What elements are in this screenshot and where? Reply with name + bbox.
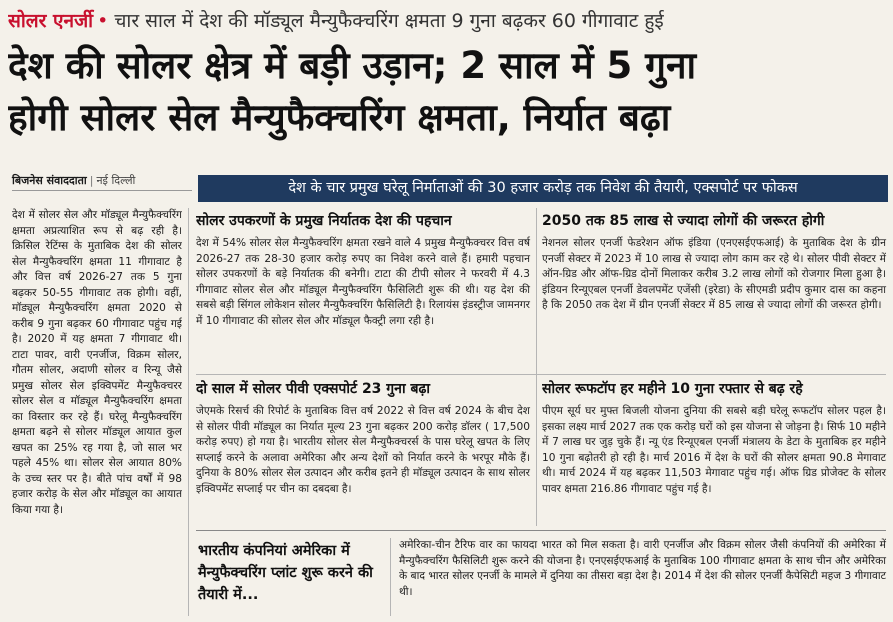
headline-line-2: होगी सोलर सेल मैन्युफैक्चरिंग क्षमता, निर्यात बढ़ा [8,96,671,139]
byline-separator: | [89,174,94,187]
section-tag: सोलर एनर्जी [8,10,94,32]
section-body: देश में 54% सोलर सेल मैन्युफैक्चरिंग क्षमता रखने वाले 4 प्रमुख मैन्युफैक्चरर वित्त वर्ष 2026-27 तक 28-30 हजार करोड़ रुपए का निवेश करने वाले हैं। हमारी पहचान सोलर उपकरणों के बड़े निर्यातक की बनेगी। टाटा की टीपी सोलर ने फरवरी में 4.3 गीगावाट सोलर सेल और मॉड्यूल मैन्युफैक्चरिंग फैसिलिटी शुरू की थी। यह देश की सबसे बड़ी सिंगल लोकेशन सोलर मैन्युफैक्चरिंग फैसिलिटी है। रिलायंस इंडस्ट्रीज जामनगर में 10 गीगावाट की सोलर सेल और मॉड्यूल फैक्ट्री लगा रही है। [196,237,530,327]
byline [12,172,192,191]
page-title [8,40,888,144]
callout-heading: भारतीय कंपनियां अमेरिका में मैन्युफैक्चरिंग प्लांट शुरू करने की तैयारी में... [198,543,373,603]
subheadline-banner: देश के चार प्रमुख घरेलू निर्माताओं की 30 हजार करोड़ तक निवेश की तैयारी, एक्सपोर्ट पर फोकस [198,175,888,202]
column-divider [188,208,189,616]
section-body: पीएम सूर्य घर मुफ्त बिजली योजना दुनिया की सबसे बड़ी घरेलू रूफटॉप सोलर पहल है। इसका लक्ष्य मार्च 2027 तक एक करोड़ घरों को इस योजना से जोड़ना है। सिर्फ 10 महीने में 7 लाख घर जुड़ चुके हैं। न्यू एंड रिन्यूएबल एनर्जी मंत्रालय के डेटा के मुताबिक हर महीने 10 गुना बढ़ोतरी हो रही है। मार्च 2016 में देश के घरों की सोलर क्षमता 90.8 मेगावाट थी। मार्च 2024 में यह बढ़कर 11,503 मेगावाट पहुंच गई। ऑफ ग्रिड प्रोजेक्ट के सोलर पावर क्षमता 216.86 गीगावाट पहुंच गई है। [542,405,886,495]
headline-line-1: देश की सोलर क्षेत्र में बड़ी उड़ान; 2 साल में 5 गुना [8,44,697,87]
callout-body: अमेरिका-चीन टैरिफ वार का फायदा भारत को मिल सकता है। वारी एनर्जीज और विक्रम सोलर जैसी कंपनियों की अमेरिका में मैन्युफैक्चरिंग फैसिलिटी शुरू करने की योजना है। एनएसईएफआई के मुताबिक 100 गीगावाट क्षमता के साथ चीन और अमेरिका के बाद भारत सोलर एनर्जी के मामले में दुनिया का तीसरा बड़ा देश है। 2014 में देश की सोलर एनर्जी कैपेसिटी महज 3 गीगावाट थी। [390,538,886,616]
section-body: जेएमके रिसर्च की रिपोर्ट के मुताबिक वित्त वर्ष 2022 से वित्त वर्ष 2024 के बीच देश से सोलर पीवी मॉड्यूल का निर्यात मूल्य 23 गुना बढ़कर 200 करोड़ डॉलर ( 17,500 करोड़ रुपए) हो गया है। भारतीय सोलर सेल मैन्युफैक्चरर्स के पास घरेलू खपत के लिए सप्लाई करने के अलावा अमेरिका और अन्य देशों को निर्यात करने के भरपूर मौके हैं। दुनिया के 80% सोलर सेल उत्पादन और करीब इतने ही मॉड्यूल उत्पादन के साथ सोलर इक्विपमेंट सप्लाई पर चीन का दबदबा है। [196,405,530,495]
section-heading: सोलर उपकरणों के प्रमुख निर्यातक देश की पहचान [196,213,452,229]
topline [8,6,888,36]
column-divider [536,208,537,526]
kicker-text: चार साल में देश की मॉड्यूल मैन्युफैक्चरिंग क्षमता 9 गुना बढ़कर 60 गीगावाट हुई [114,10,664,32]
section-heading: दो साल में सोलर पीवी एक्सपोर्ट 23 गुना बढ़ा [196,381,430,397]
section-jobs [542,210,886,314]
section-rooftop [542,378,886,497]
section-export-growth [196,378,530,497]
left-column-text: देश में सोलर सेल और मॉड्यूल मैन्युफैक्चरिंग क्षमता अप्रत्याशित रूप से बढ़ रही है। क्रिसिल रेटिंग्स के मुताबिक देश की सोलर सेल मैन्युफैक्चरिंग क्षमता 11 गीगावाट है और वित्त वर्ष 2026-27 तक 5 गुना बढ़कर 50-55 गीगावाट तक होगी। वहीं, मॉड्यूल मैन्युफैक्चरिंग क्षमता 2020 से करीब 9 गुना बढ़कर 60 गीगावाट पहुंच गई है। 2020 में यह क्षमता 7 गीगावाट थी। टाटा पावर, वारी एनर्जीज, विक्रम सोलर, गौतम सोलर, अदाणी सोलर व रिन्यू जैसे प्रमुख सोलर सेल इक्विपमेंट मैन्युफैक्चरर सोलर सेल व मॉड्यूल मैन्युफैक्चरिंग क्षमता का विस्तार कर रहे हैं। घरेलू मैन्युफैक्चरिंग क्षमता बढ़ने से सोलर मॉड्यूल आयात कुल खपत का 25% रह गया है, जो साल भर पहले 45% था। सोलर सेल आयात 80% के उच्च स्तर पर है। बीते पांच वर्षों में 98 हजार करोड़ के सेल और मॉड्यूल का आयात किया गया है। [12,209,182,516]
row-divider [196,374,886,375]
section-body: नेशनल सोलर एनर्जी फेडरेशन ऑफ इंडिया (एनएसईएफआई) के मुताबिक देश के ग्रीन एनर्जी सेक्टर में 2023 में 10 लाख से ज्यादा लोग काम कर रहे थे। सोलर पीवी सेक्टर में ऑन-ग्रिड और ऑफ-ग्रिड दोनों मिलाकर करीब 3.2 लाख लोगों को रोजगार मिला हुआ है। इंडियन रिन्यूएबल एनर्जी डेवलपमेंट एजेंसी (इरेडा) के सीएमडी प्रदीप कुमार दास का कहना है कि 2050 तक देश में ग्रीन एनर्जी सेक्टर में 85 लाख से ज्यादा लोगों की जरूरत होगी। [542,237,886,311]
section-heading: सोलर रूफटॉप हर महीने 10 गुना रफ्तार से बढ़ रहे [542,381,803,397]
section-exporter [196,210,530,329]
row-divider [196,530,886,531]
bullet-icon: • [97,10,109,32]
section-heading: 2050 तक 85 लाख से ज्यादा लोगों की जरूरत होगी [542,213,825,229]
byline-city: नई दिल्ली [96,174,136,187]
byline-reporter: बिजनेस संवाददाता [12,174,87,187]
